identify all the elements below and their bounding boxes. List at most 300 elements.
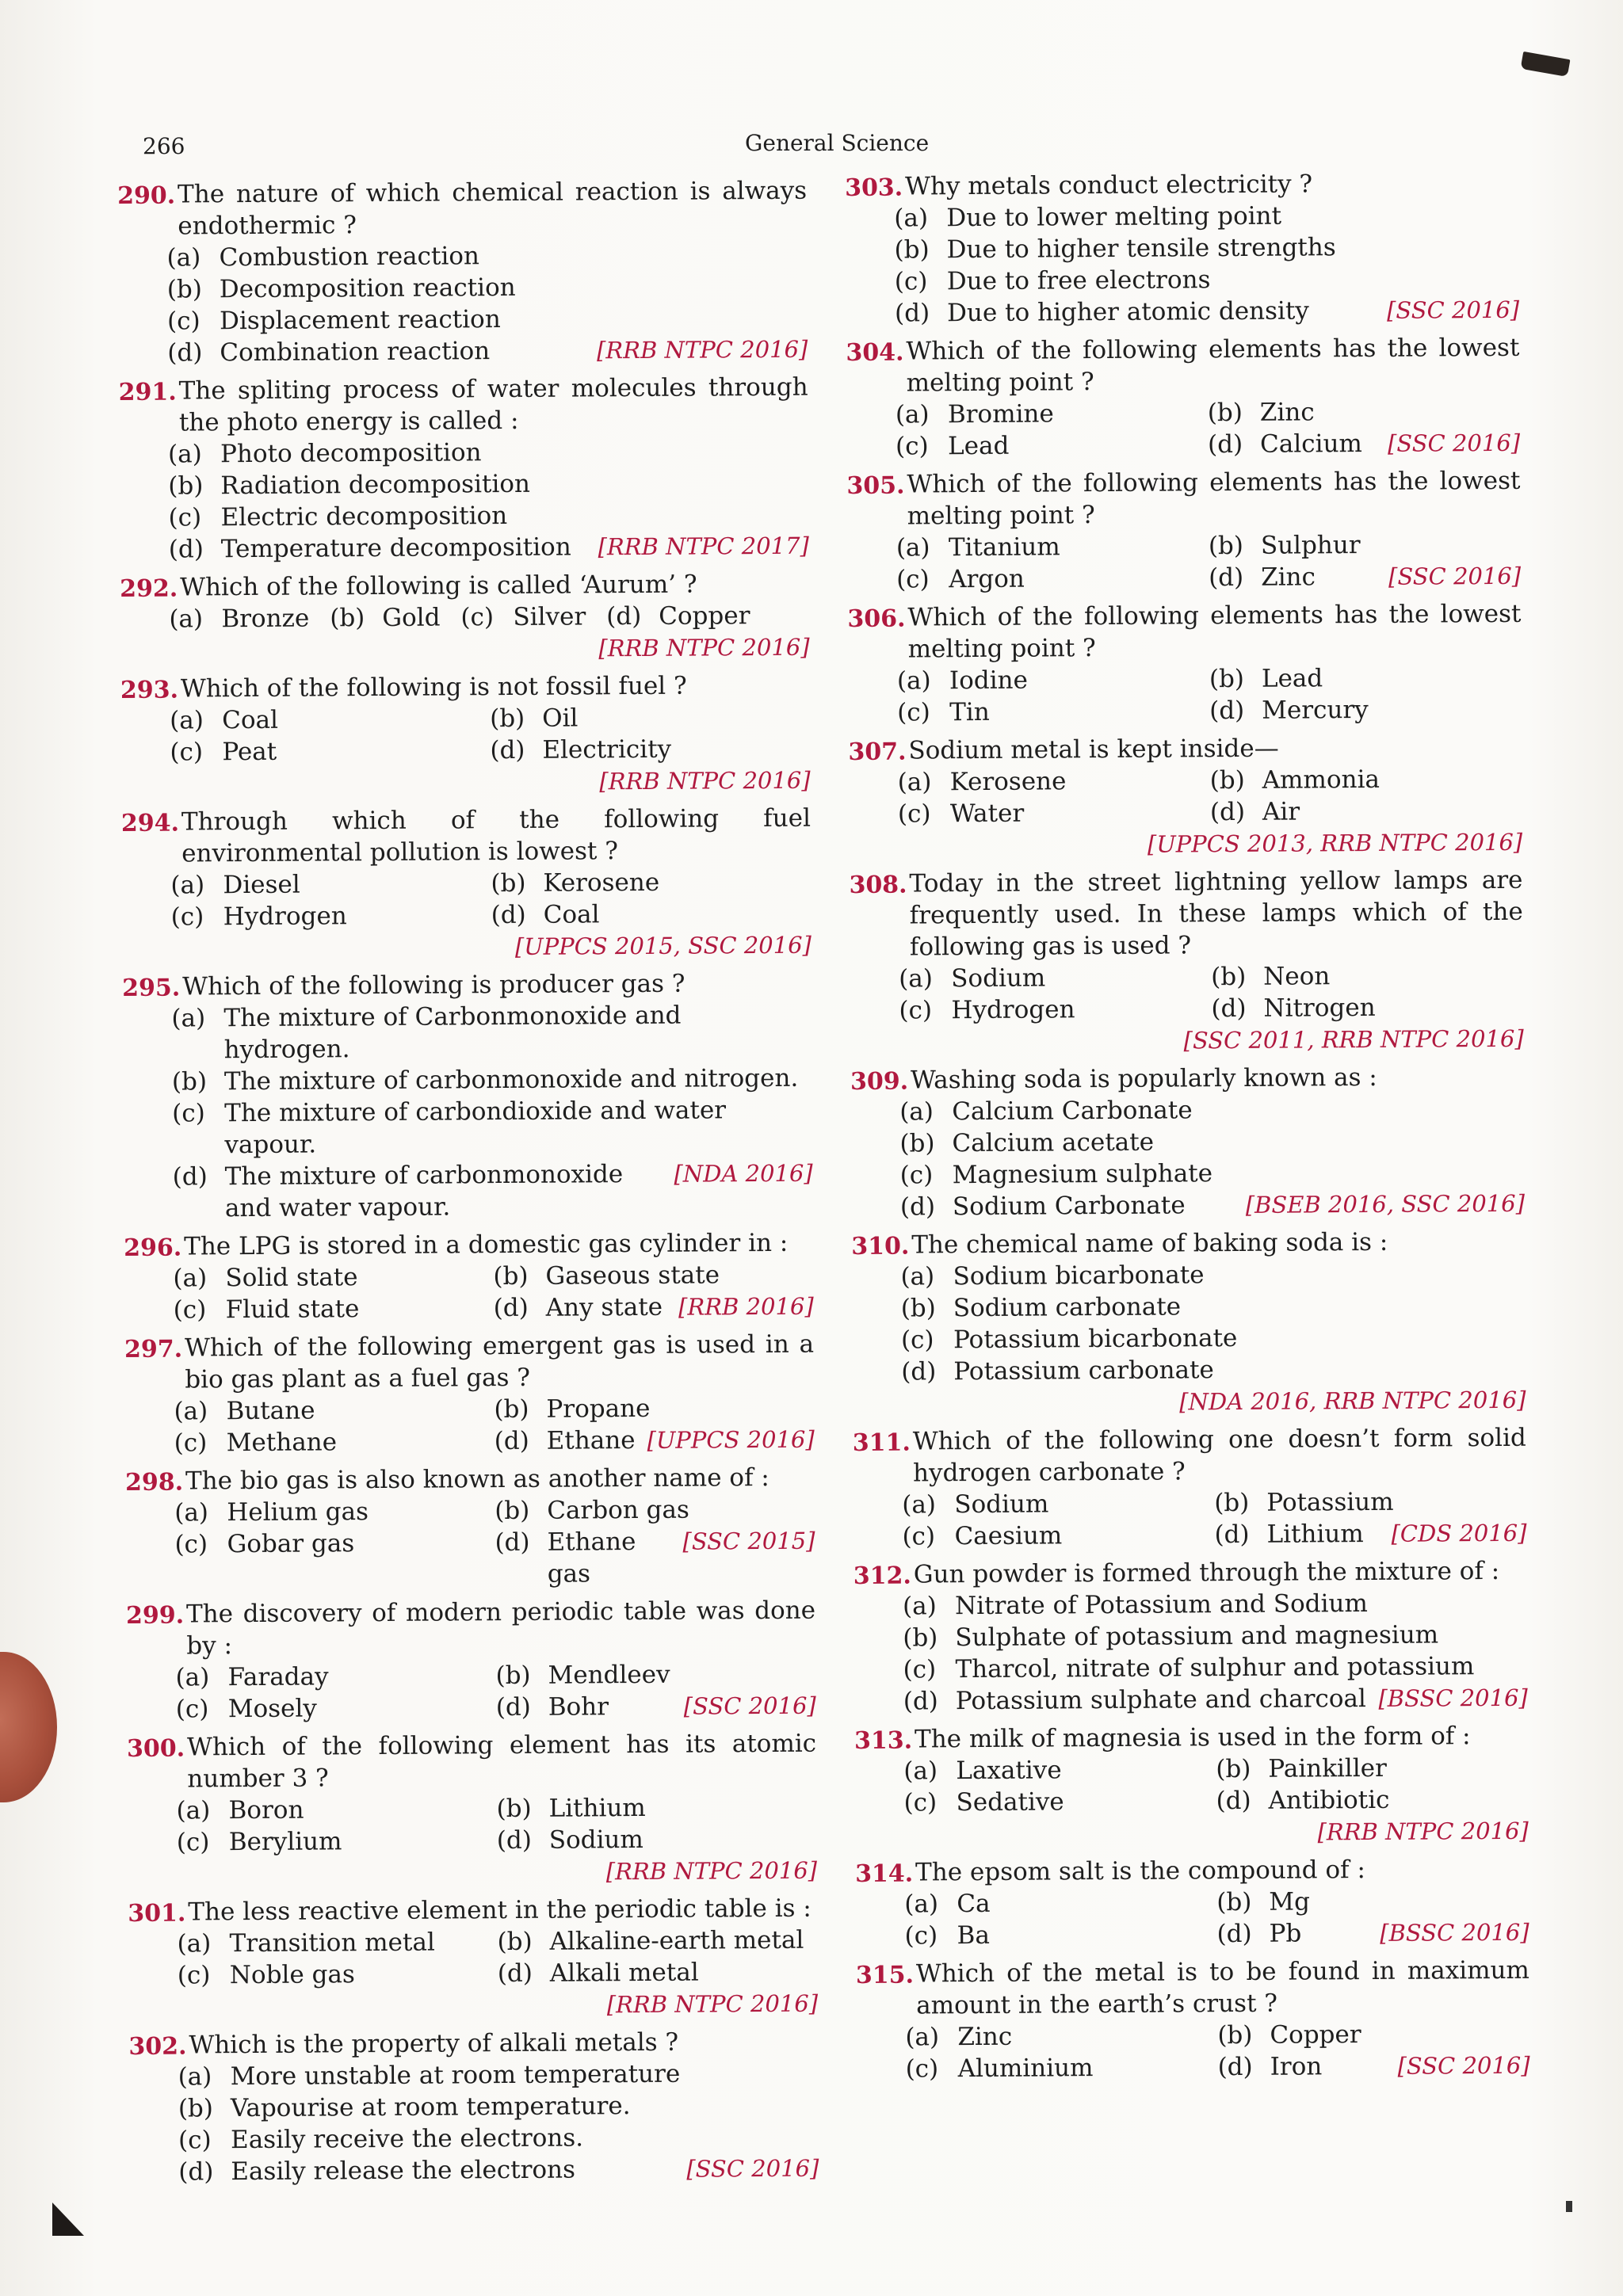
option-row <box>900 1156 1525 1192</box>
question-block <box>126 1595 816 1726</box>
option-text: Oil <box>542 704 579 733</box>
question-text: Which of the following emergent gas is used in a bio gas plant as a fuel gas ? <box>184 1329 815 1394</box>
question-number: 304. <box>846 338 904 367</box>
question-number: 305. <box>846 471 905 500</box>
option-text: Noble gas <box>229 1960 355 1990</box>
option-label: (a) <box>174 1397 208 1426</box>
option <box>1209 528 1521 562</box>
option-row <box>897 662 1522 697</box>
option-label: (a) <box>904 1890 939 1919</box>
question-number: 303. <box>845 174 903 202</box>
question-stem <box>848 731 1522 767</box>
question-stem <box>845 167 1518 203</box>
option-text: Ca <box>957 1889 991 1919</box>
option-text: Sodium <box>954 1489 1049 1520</box>
question-stem <box>128 2026 818 2061</box>
option-label: (a) <box>905 2023 940 2052</box>
option-text: Butane <box>226 1396 315 1426</box>
option-text: Potassium carbonate <box>953 1356 1214 1386</box>
option-label: (b) <box>495 1661 531 1691</box>
question-stem <box>120 568 809 604</box>
option <box>903 1650 1527 1686</box>
option <box>176 1691 496 1725</box>
question-stem <box>121 803 811 870</box>
option-row <box>905 2018 1529 2054</box>
option-label: (d) <box>894 299 930 328</box>
option-label: (b) <box>491 868 526 898</box>
option <box>1210 763 1522 796</box>
option-row <box>904 1885 1529 1920</box>
option <box>903 1753 1216 1787</box>
option-label: (b) <box>178 2094 214 2123</box>
question-text: The milk of magnesia is used in the form of : <box>914 1722 1471 1754</box>
option-text: Mg <box>1269 1887 1311 1917</box>
option-label: (a) <box>895 400 930 429</box>
option <box>178 2121 819 2157</box>
option-label: (c) <box>903 1788 938 1817</box>
option-label: (c) <box>178 2126 212 2155</box>
option-label: (c) <box>896 432 929 461</box>
question-stem <box>124 1329 814 1396</box>
question-text: Which of the following is called ‘Aurum’ ? <box>180 570 697 602</box>
option <box>171 999 812 1066</box>
options <box>849 763 1522 830</box>
option-row <box>894 199 1518 235</box>
exam-reference: [RRB NTPC 2016] <box>1317 1817 1529 1846</box>
option-row <box>903 1619 1527 1654</box>
corner-tick <box>1566 2201 1572 2212</box>
question-text: Gun powder is formed through the mixture of : <box>913 1556 1500 1589</box>
option-label: (c) <box>902 1522 936 1551</box>
option-row <box>174 1424 815 1459</box>
option-label: (d) <box>495 1692 531 1722</box>
question-text: Today in the street lightning yellow lamps are frequently used. In these lamps which of the following gas is used ? <box>909 865 1523 962</box>
question-block <box>128 2026 819 2188</box>
option <box>175 1660 495 1693</box>
option-row <box>896 560 1521 596</box>
option-text: Kerosene <box>949 767 1067 797</box>
question-number: 299. <box>125 1601 185 1630</box>
option-label: (d) <box>495 1527 530 1558</box>
option-row <box>903 1650 1527 1686</box>
question-stem <box>851 1226 1525 1261</box>
question-block <box>846 332 1520 463</box>
question-stem <box>847 598 1521 666</box>
option-text: Potassium <box>1266 1487 1394 1517</box>
option-text: Vapourise at room temperature. <box>230 2092 631 2123</box>
option-label: (d) <box>903 1687 938 1716</box>
option-row <box>901 1289 1526 1325</box>
option-row <box>903 1752 1528 1787</box>
option <box>904 1886 1216 1920</box>
question-text: Which of the following is not fossil fuel ? <box>180 671 687 704</box>
question-stem <box>119 372 808 439</box>
option-row <box>178 2089 819 2125</box>
option <box>173 1158 666 1225</box>
question-number: 315. <box>855 1961 915 1989</box>
question-text: Which of the following one doesn’t form solid hydrogen carbonate ? <box>912 1423 1526 1488</box>
option-row <box>174 1493 815 1529</box>
option-text: Tin <box>949 697 990 727</box>
option <box>896 429 1208 462</box>
question-number: 294. <box>120 809 180 837</box>
option-text: Gaseous state <box>545 1261 720 1291</box>
exam-reference: [CDS 2016] <box>1391 1519 1527 1547</box>
option-label: (a) <box>902 1592 937 1621</box>
option-row <box>167 270 808 306</box>
option-row <box>171 898 812 933</box>
option-label: (a) <box>170 706 204 735</box>
finger-edge <box>0 1652 57 1802</box>
option-label: (d) <box>490 735 525 765</box>
question-text: Which of the following element has its atomic number 3 ? <box>186 1729 817 1794</box>
question-text: The chemical name of baking soda is : <box>911 1227 1388 1260</box>
option-text: The mixture of carbonmonoxide and nitrogen. <box>223 1063 799 1097</box>
option-text: Lithium <box>1266 1520 1364 1549</box>
options <box>846 395 1520 463</box>
option-label: (d) <box>1208 429 1243 460</box>
option-row <box>171 999 812 1066</box>
option-text: Due to higher tensile strengths <box>946 233 1336 265</box>
option <box>174 1527 495 1560</box>
option-label: (c) <box>170 902 204 932</box>
option-text: Lithium <box>548 1793 646 1823</box>
options <box>850 1093 1525 1223</box>
option-label: (b) <box>168 471 204 501</box>
option <box>1211 991 1523 1024</box>
option-text: The mixture of carbonmonoxide and water vapour. <box>224 1160 624 1223</box>
option-text: Titanium <box>948 532 1060 563</box>
question-number: 311. <box>852 1428 911 1457</box>
exam-reference: [RRB NTPC 2016] <box>599 766 811 795</box>
exam-reference: [BSSC 2016] <box>1378 1684 1528 1712</box>
option <box>899 1124 1524 1160</box>
option-label: (b) <box>1209 664 1245 694</box>
option-row <box>906 2050 1530 2085</box>
option-text: Sulphate of potassium and magnesium <box>955 1620 1439 1653</box>
option-text: Solid state <box>225 1263 358 1293</box>
question-text: The bio gas is also known as another name of : <box>185 1463 769 1496</box>
option-label: (c) <box>903 1655 937 1684</box>
option-label: (b) <box>900 1294 936 1323</box>
option-text: Sedative <box>956 1787 1064 1817</box>
question-stem <box>850 1061 1524 1097</box>
exam-reference: [UPPCS 2013, RRB NTPC 2016] <box>1147 828 1523 858</box>
question-number: 290. <box>117 181 176 210</box>
option <box>497 1924 817 1958</box>
page-header <box>143 130 1545 165</box>
question-text: Why metals conduct electricity ? <box>905 170 1313 201</box>
option-text: Ammonia <box>1262 765 1381 795</box>
option <box>494 1392 814 1425</box>
option-label: (c) <box>174 1530 208 1559</box>
option <box>894 199 1518 235</box>
options <box>853 1486 1526 1553</box>
option-row <box>899 1093 1524 1128</box>
exam-reference: [RRB 2016] <box>678 1292 814 1321</box>
option-text: Peat <box>222 737 277 767</box>
option-row <box>174 1291 814 1326</box>
question-block <box>856 1955 1530 2085</box>
exam-reference: [RRB NTPC 2016] <box>605 1856 818 1886</box>
question-block <box>846 465 1521 596</box>
option-text: Zinc <box>1259 398 1315 427</box>
option <box>178 2058 819 2093</box>
option-text: Sodium <box>548 1825 643 1855</box>
option-row <box>903 1783 1528 1819</box>
option-text: Mosely <box>227 1694 318 1724</box>
option-label: (a) <box>896 666 931 696</box>
option-label: (d) <box>1216 1919 1252 1949</box>
option-label: (d) <box>1217 2052 1253 2082</box>
running-title: General Science <box>745 130 930 156</box>
option <box>490 733 810 766</box>
option-text: Easily receive the electrons. <box>231 2123 584 2155</box>
option-label: (a) <box>897 768 932 797</box>
question-stem <box>120 669 810 705</box>
option <box>460 601 586 633</box>
question-stem <box>126 1595 815 1662</box>
option <box>1214 1486 1526 1519</box>
question-number: 306. <box>847 605 906 633</box>
option-label: (a) <box>175 1663 210 1692</box>
option-row <box>170 733 810 769</box>
question-number: 312. <box>853 1562 912 1590</box>
question-number: 293. <box>120 676 179 704</box>
option-text: Zinc <box>1261 563 1316 592</box>
option-text: Potassium sulphate and charcoal <box>955 1684 1366 1716</box>
option-text: Sodium carbonate <box>953 1292 1182 1323</box>
option-row <box>177 1823 817 1859</box>
question-number: 295. <box>122 974 181 1002</box>
option-row <box>902 1486 1526 1521</box>
option-label: (a) <box>899 1097 934 1127</box>
options <box>125 1493 815 1592</box>
question-number: 302. <box>128 2032 187 2061</box>
option <box>167 270 808 306</box>
option-label: (c) <box>905 2054 939 2084</box>
option <box>496 1691 676 1723</box>
exam-reference: [UPPCS 2016] <box>647 1425 815 1454</box>
option-label: (b) <box>903 1623 938 1653</box>
option-label: (a) <box>178 2062 212 2092</box>
question-block <box>117 175 808 369</box>
option <box>896 397 1208 430</box>
option-row <box>167 334 808 369</box>
option-label: (d) <box>1209 696 1245 726</box>
exam-reference: [SSC 2016] <box>1386 296 1520 324</box>
question-block <box>121 803 812 965</box>
option-label: (b) <box>496 1794 532 1824</box>
option-text: Aluminium <box>957 2054 1094 2084</box>
option <box>901 1352 1526 1388</box>
option-text: Nitrate of Potassium and Sodium <box>954 1589 1368 1621</box>
options <box>851 1257 1526 1388</box>
exam-reference: [SSC 2016] <box>683 1691 816 1720</box>
question-text: Which of the following elements has the lowest melting point ? <box>906 333 1520 398</box>
option <box>493 1259 813 1292</box>
option <box>1214 1518 1383 1550</box>
option <box>168 435 808 471</box>
option <box>171 899 491 933</box>
option-label: (b) <box>497 1927 533 1957</box>
option <box>1216 1917 1372 1950</box>
option-row <box>896 427 1520 463</box>
option-text: Radiation decomposition <box>220 469 531 501</box>
option-text: Displacement reaction <box>219 305 501 336</box>
option-label: (d) <box>1209 797 1246 827</box>
option-row <box>896 528 1521 564</box>
option-text: Calcium Carbonate <box>952 1096 1193 1127</box>
option <box>495 1425 640 1457</box>
option-text: Argon <box>949 564 1025 594</box>
question-text: Sodium metal is kept inside— <box>908 734 1279 765</box>
option <box>166 238 807 274</box>
option <box>174 1425 495 1459</box>
option-row <box>174 1392 814 1428</box>
option <box>903 1587 1527 1623</box>
page-number: 266 <box>143 133 185 159</box>
question-stem <box>124 1227 813 1263</box>
exam-reference: [SSC 2015] <box>682 1527 815 1555</box>
option-text: Bohr <box>548 1692 609 1722</box>
question-block <box>120 669 811 800</box>
question-text: The epsom salt is the compound of : <box>915 1855 1365 1887</box>
option-label: (b) <box>1216 1887 1252 1917</box>
options <box>129 2058 819 2188</box>
options <box>120 600 809 635</box>
option-label: (c) <box>174 1428 208 1458</box>
option-label: (d) <box>1209 563 1244 593</box>
option <box>491 866 811 899</box>
option <box>898 796 1210 830</box>
option-text: Helium gas <box>227 1497 369 1527</box>
option <box>172 1062 812 1098</box>
option-label: (c) <box>168 503 202 532</box>
option-label: (c) <box>899 996 933 1025</box>
option-row <box>174 1525 815 1592</box>
option <box>1208 428 1380 460</box>
option-label: (b) <box>1207 398 1243 428</box>
exam-reference: [SSC 2016] <box>1388 562 1522 590</box>
option-text: Fluid state <box>225 1295 360 1325</box>
question-stem <box>125 1462 815 1497</box>
question-block <box>854 1555 1528 1718</box>
option-text: Lead <box>1261 664 1323 693</box>
options <box>121 866 811 933</box>
question-text: Which is the property of alkali metals ? <box>189 2027 679 2060</box>
option-label: (b) <box>490 704 525 734</box>
option-label: (b) <box>1217 2020 1253 2050</box>
option <box>497 1823 817 1856</box>
option <box>174 1394 494 1427</box>
option-row <box>178 2153 819 2188</box>
option-text: Sodium Carbonate <box>952 1191 1186 1222</box>
option-text: Calcium acetate <box>952 1127 1155 1158</box>
option <box>177 1825 497 1858</box>
question-number: 296. <box>124 1234 182 1262</box>
option-text: More unstable at room temperature <box>230 2059 681 2092</box>
question-text: Which of the following elements has the lowest melting point ? <box>907 466 1521 531</box>
exam-reference: [RRB NTPC 2016] <box>596 335 808 364</box>
option-row <box>899 959 1523 995</box>
option-row <box>172 1094 812 1161</box>
option <box>495 1526 674 1590</box>
option-text: Bronze <box>221 604 310 634</box>
option-row <box>170 701 810 737</box>
option <box>904 1918 1216 1951</box>
option-label: (a) <box>173 1264 208 1293</box>
option-text: Mendleev <box>548 1660 670 1690</box>
exam-reference: [RRB NTPC 2017] <box>598 532 809 561</box>
question-text: Through which of the following fuel environmental pollution is lowest ? <box>181 803 812 868</box>
corner-dark-triangle <box>52 2203 84 2236</box>
question-block <box>128 1893 818 2023</box>
option-row <box>168 498 808 534</box>
option-text: Copper <box>659 601 750 631</box>
question-block <box>119 372 809 566</box>
option <box>494 1291 671 1324</box>
option <box>897 663 1209 696</box>
question-text: The less reactive element in the periodic table is : <box>188 1894 812 1927</box>
option <box>174 1292 494 1325</box>
option <box>168 498 808 534</box>
option-label: (a) <box>166 243 201 273</box>
option-row <box>903 1682 1528 1718</box>
option-text: Coal <box>543 900 600 929</box>
option-row <box>173 1259 813 1295</box>
option <box>903 1683 1371 1718</box>
corner-shadow-mark <box>1521 51 1571 77</box>
option-text: Potassium bicarbonate <box>953 1324 1238 1355</box>
option <box>173 1261 493 1294</box>
options <box>126 1658 815 1726</box>
option-row <box>178 1956 818 1992</box>
option-text: Transition metal <box>229 1928 435 1958</box>
option-text: Diesel <box>223 870 300 900</box>
option-label: (c) <box>177 1961 211 1990</box>
option-row <box>167 302 808 338</box>
exam-reference: [RRB NTPC 2016] <box>598 633 810 662</box>
option <box>167 302 808 338</box>
option <box>897 695 1209 728</box>
option <box>170 734 490 768</box>
option-text: Coal <box>222 705 279 735</box>
option-text: Calcium <box>1260 429 1362 459</box>
option-label: (b) <box>330 604 365 633</box>
question-number: 314. <box>855 1859 914 1888</box>
option-text: Berylium <box>228 1827 342 1857</box>
option-text: Lead <box>948 431 1010 461</box>
option-row <box>177 1924 817 1960</box>
question-text: Washing soda is popularly known as : <box>910 1062 1377 1095</box>
option-text: Photo decomposition <box>220 438 482 469</box>
exam-reference: [BSEB 2016, SSC 2016] <box>1245 1189 1526 1219</box>
option-row <box>175 1658 815 1694</box>
option-text: Due to free electrons <box>946 265 1211 296</box>
option-label: (d) <box>1211 994 1247 1024</box>
question-stem <box>128 1893 817 1928</box>
option-row <box>897 693 1522 729</box>
option <box>903 1785 1216 1818</box>
option-label: (d) <box>899 1192 936 1222</box>
question-text: Which of the following is producer gas ? <box>182 969 685 1001</box>
option <box>1216 1752 1528 1785</box>
right-column <box>845 167 1530 2092</box>
option <box>894 231 1518 266</box>
option-row <box>173 1158 813 1225</box>
option-text: Caesium <box>954 1521 1063 1551</box>
